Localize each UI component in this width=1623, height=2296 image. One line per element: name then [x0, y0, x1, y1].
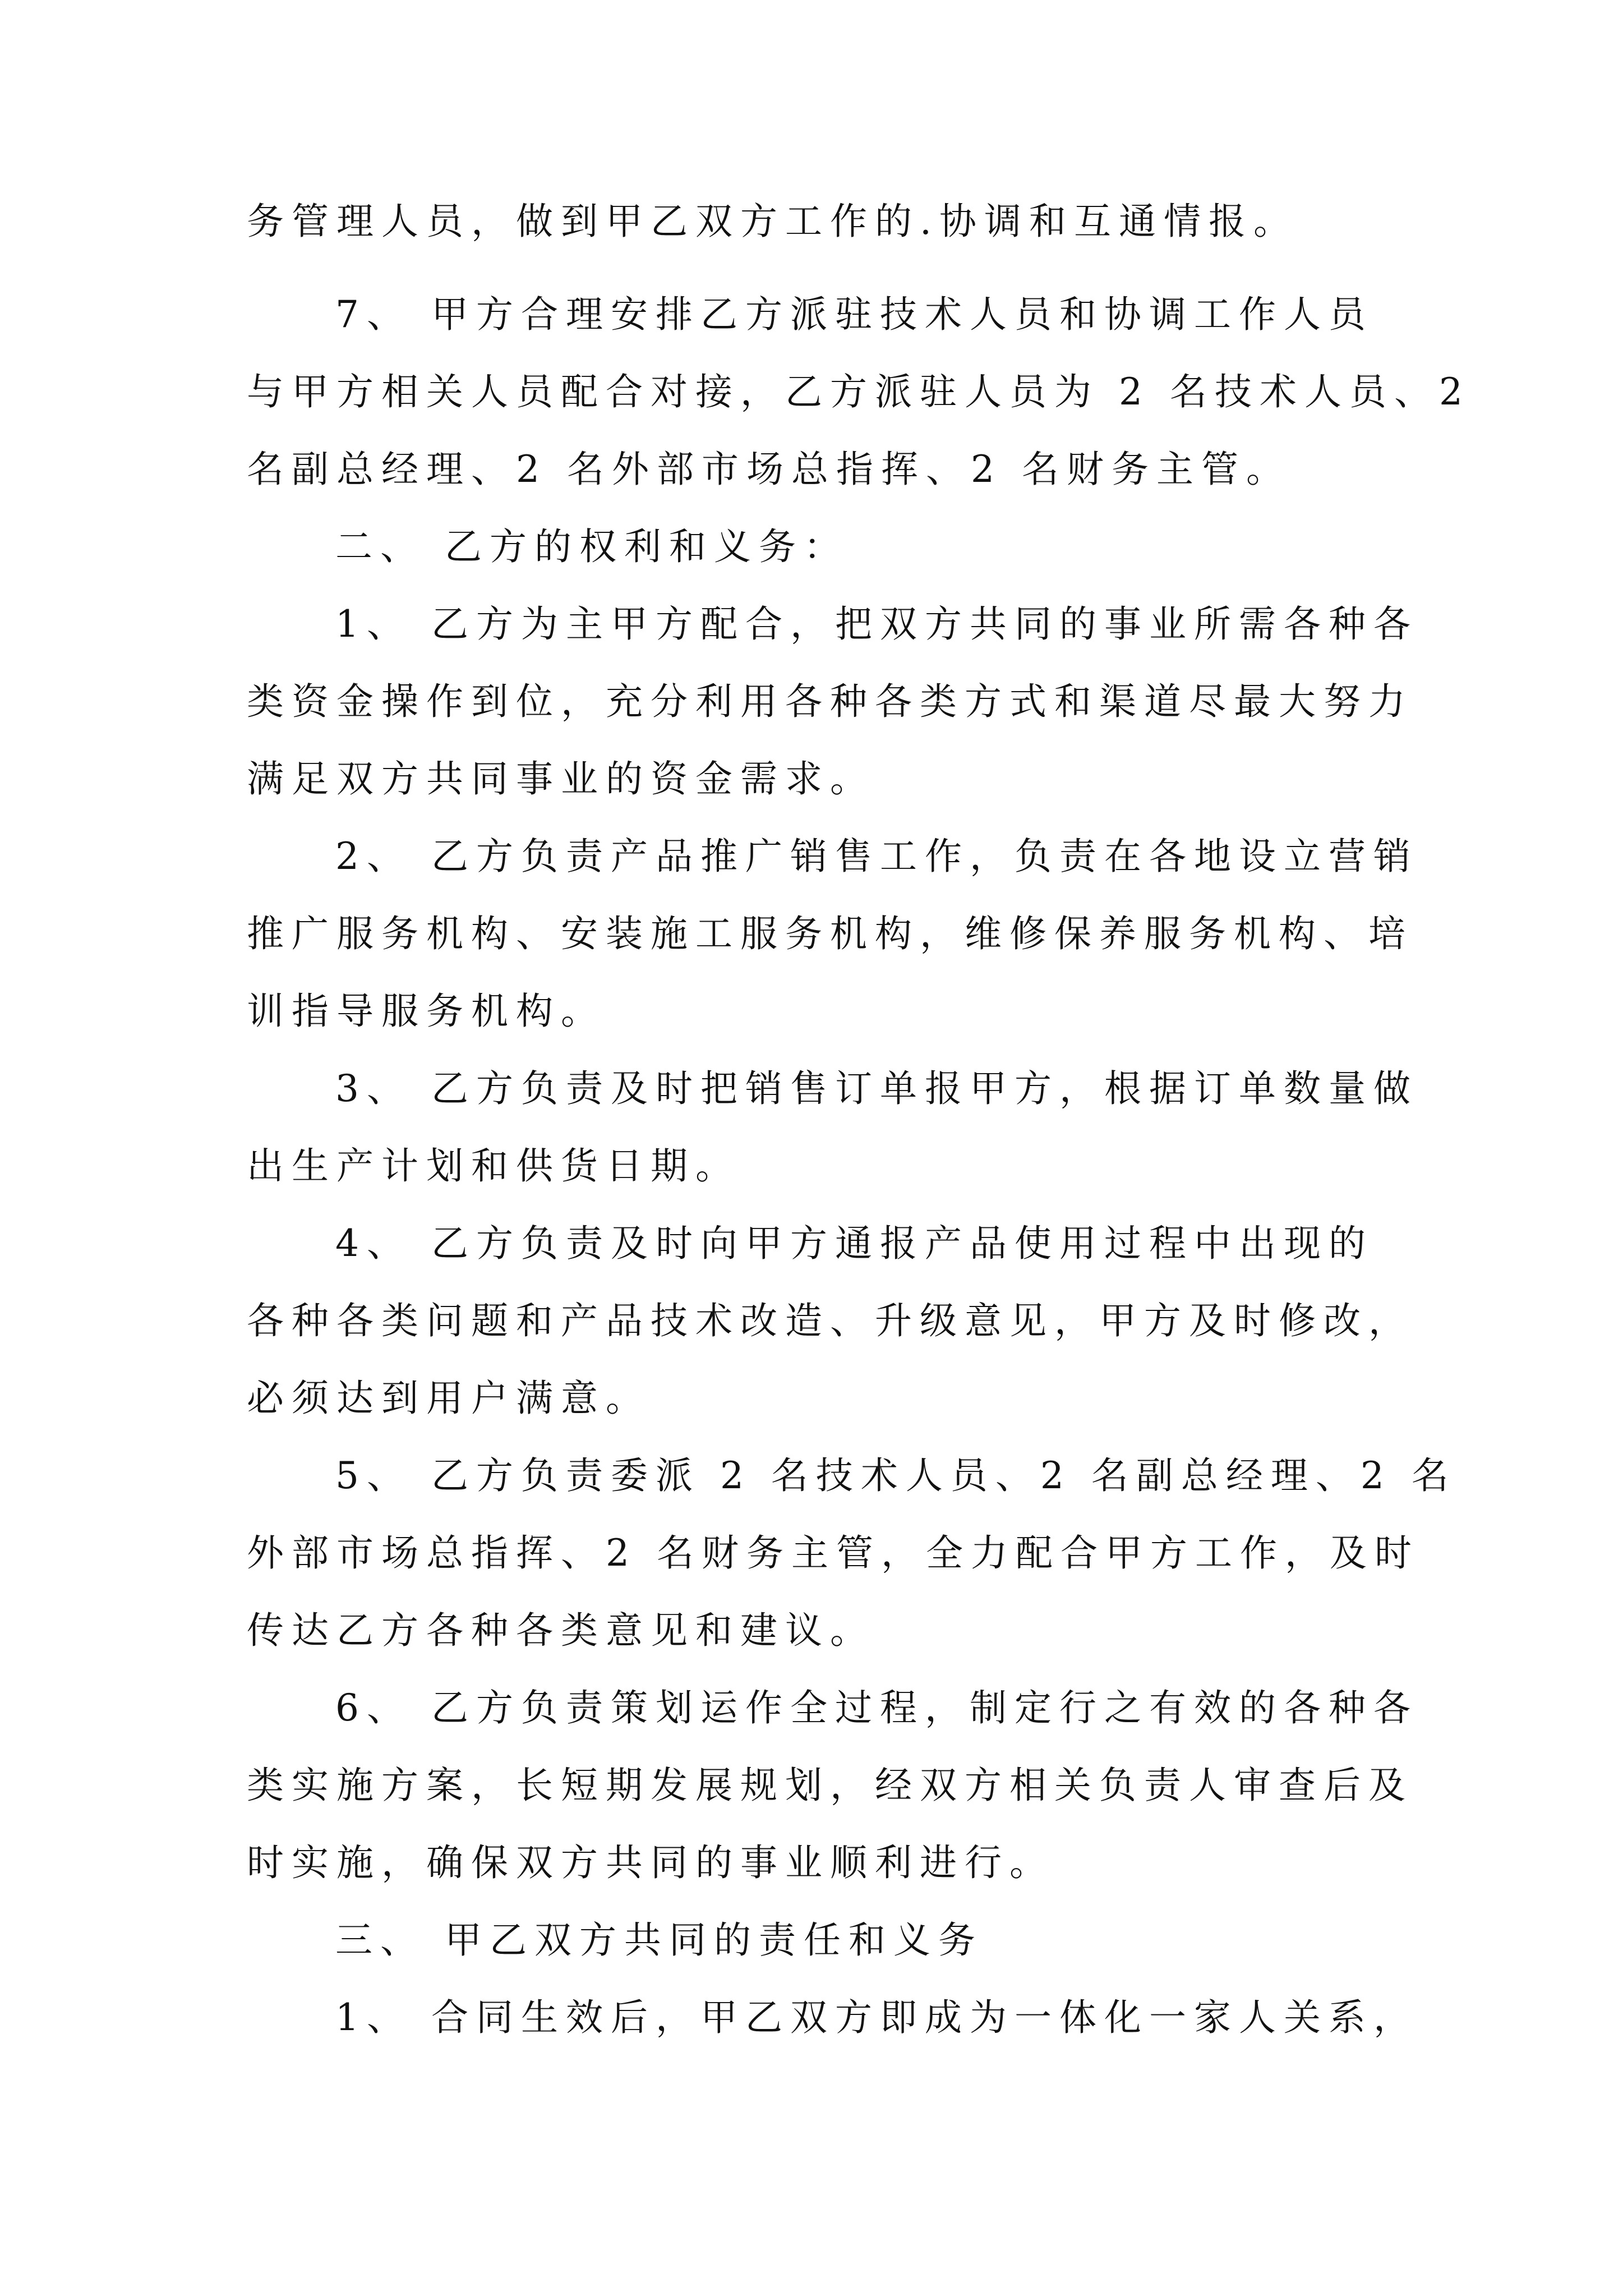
text-line: 推广服务机构、安装施工服务机构，维修保养服务机构、培: [247, 912, 1413, 955]
text-line: 必须达到用户满意。: [247, 1377, 651, 1420]
text-line: 外部市场总指挥、2 名财务主管，全力配合甲方工作，及时: [247, 1531, 1419, 1575]
text-line: 6、 乙方负责策划运作全过程，制定行之有效的各种各: [335, 1686, 1418, 1729]
text-line: 传达乙方各种各类意见和建议。: [247, 1609, 875, 1652]
section-heading: 二、 乙方的权利和义务：: [335, 525, 849, 568]
text-line: 务管理人员，做到甲乙双方工作的.协调和互通情报。: [247, 200, 1298, 243]
text-line: 3、 乙方负责及时把销售订单报甲方，根据订单数量做: [335, 1067, 1418, 1110]
text-line: 各种各类问题和产品技术改造、升级意见，甲方及时修改，: [247, 1299, 1413, 1342]
text-line: 与甲方相关人员配合对接，乙方派驻人员为 2 名技术人员、2: [247, 370, 1470, 413]
text-line: 7、 甲方合理安排乙方派驻技术人员和协调工作人员: [335, 293, 1373, 336]
text-line: 1、 合同生效后，甲乙双方即成为一体化一家人关系，: [335, 1996, 1418, 2039]
text-line: 1、 乙方为主甲方配合，把双方共同的事业所需各种各: [335, 602, 1418, 646]
text-line: 类实施方案，长短期发展规划，经双方相关负责人审查后及: [247, 1764, 1413, 1807]
text-line: 出生产计划和供货日期。: [247, 1144, 740, 1188]
text-line: 训指导服务机构。: [247, 990, 606, 1033]
text-line: 5、 乙方负责委派 2 名技术人员、2 名副总经理、2 名: [335, 1454, 1456, 1497]
section-heading: 三、 甲乙双方共同的责任和义务: [335, 1918, 983, 1962]
text-line: 类资金操作到位，充分利用各种各类方式和渠道尽最大努力: [247, 680, 1413, 723]
text-line: 时实施，确保双方共同的事业顺利进行。: [247, 1841, 1054, 1884]
text-line: 2、 乙方负责产品推广销售工作，负责在各地设立营销: [335, 835, 1418, 878]
text-line: 名副总经理、2 名外部市场总指挥、2 名财务主管。: [247, 448, 1291, 491]
text-line: 满足双方共同事业的资金需求。: [247, 757, 875, 800]
text-line: 4、 乙方负责及时向甲方通报产品使用过程中出现的: [335, 1222, 1373, 1265]
